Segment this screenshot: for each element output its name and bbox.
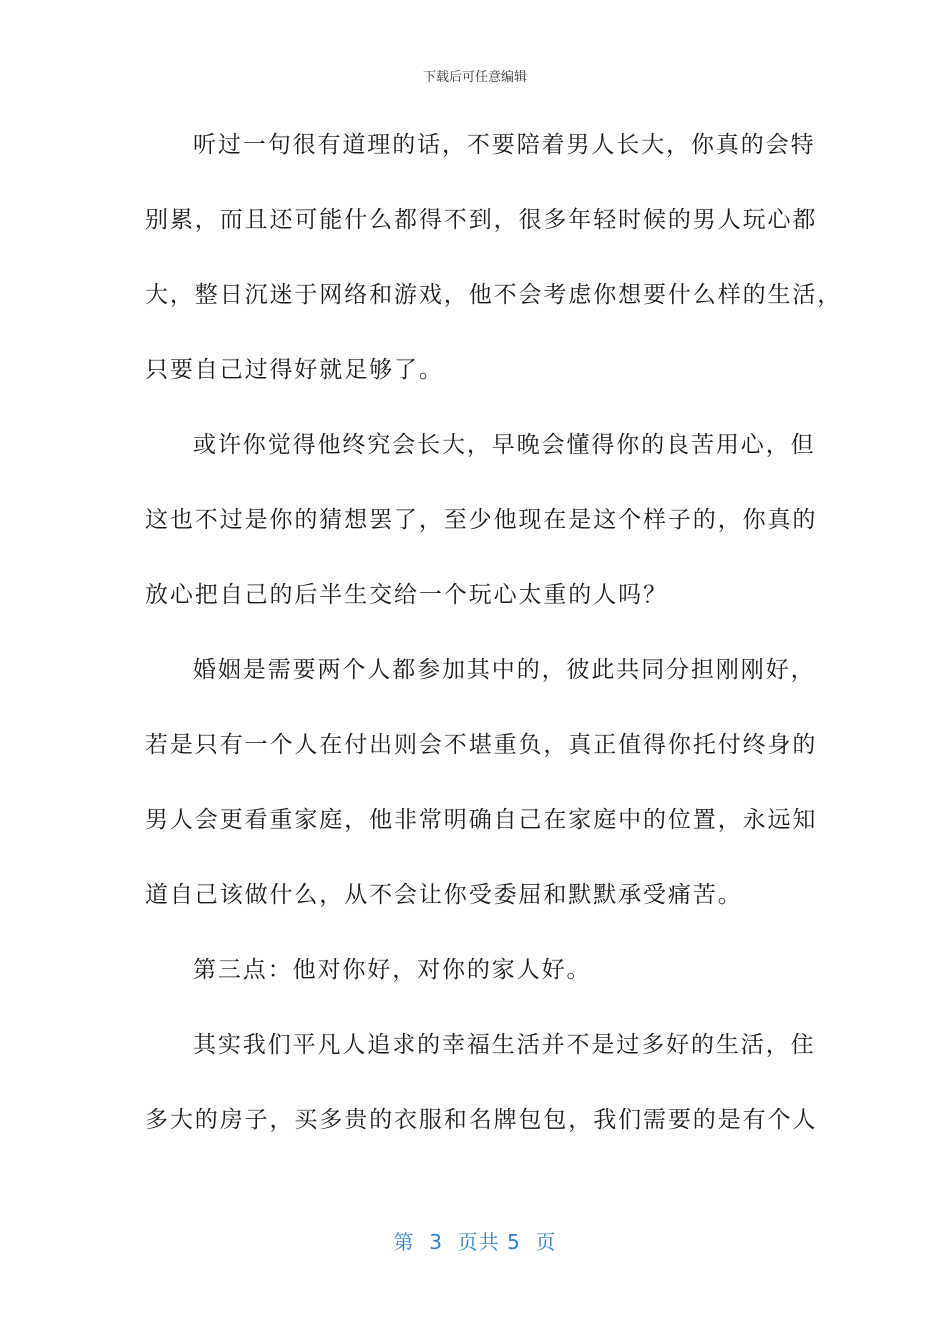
paragraph-line: 放心把自己的后半生交给一个玩心太重的人吗？ [145, 582, 668, 608]
paragraph-line: 或许你觉得他终究会长大，早晚会懂得你的良苦用心，但 [193, 432, 816, 458]
page-header: 下载后可任意编辑 [422, 70, 527, 85]
paragraph-line: 大，整日沉迷于网络和游戏，他不会考虑你想要什么样的生活， [145, 282, 843, 308]
paragraph-line: 男人会更看重家庭，他非常明确自己在家庭中的位置，永远知 [145, 807, 818, 833]
paragraph-line: 听过一句很有道理的话，不要陪着男人长大，你真的会特 [193, 132, 816, 158]
paragraph-line: 道自己该做什么，从不会让你受委屈和默默承受痛苦。 [145, 882, 743, 908]
paragraph-line: 多大的房子，买多贵的衣服和名牌包包，我们需要的是有个人 [145, 1107, 818, 1133]
paragraph-line: 别累，而且还可能什么都得不到，很多年轻时候的男人玩心都 [145, 207, 818, 233]
paragraph-line: 婚姻是需要两个人都参加其中的，彼此共同分担刚刚好， [193, 657, 816, 683]
paragraph-line: 其实我们平凡人追求的幸福生活并不是过多好的生活，住 [193, 1032, 816, 1058]
paragraph-line: 只要自己过得好就足够了。 [145, 357, 444, 383]
paragraph-line: 若是只有一个人在付出则会不堪重负，真正值得你托付终身的 [145, 732, 818, 758]
page-number-footer: 第 3 页共 5 页 [393, 1230, 557, 1254]
section-heading: 第三点：他对你好，对你的家人好。 [193, 957, 592, 983]
paragraph-line: 这也不过是你的猜想罢了，至少他现在是这个样子的，你真的 [145, 507, 818, 533]
